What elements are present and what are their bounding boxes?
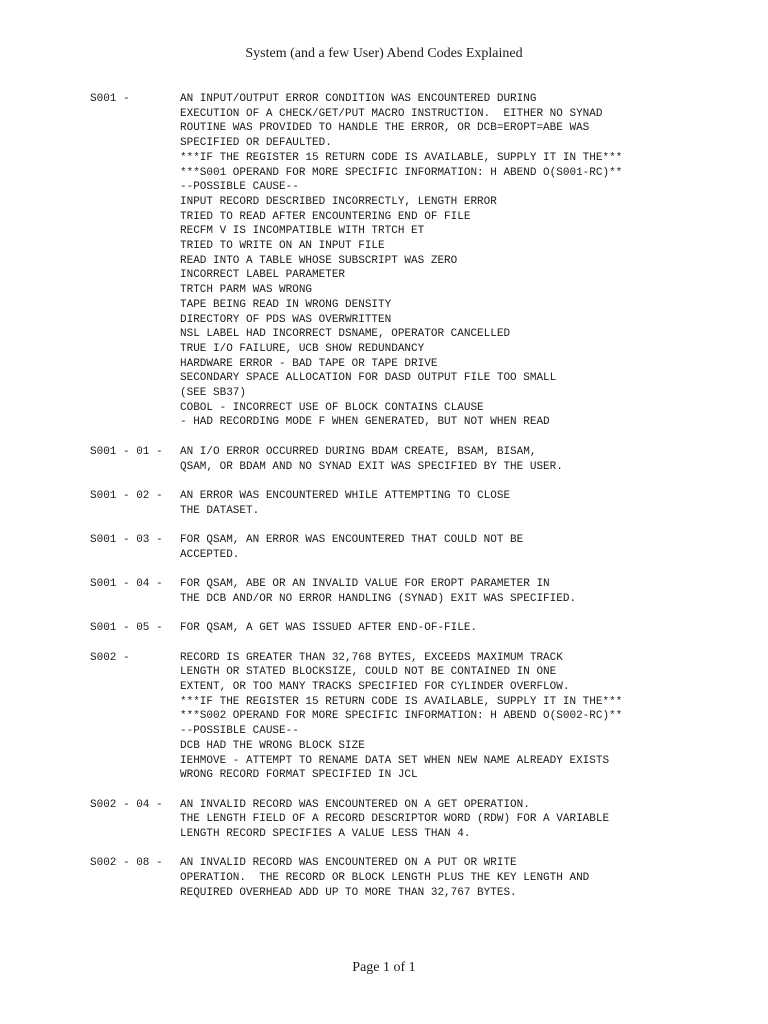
- abend-description: [180, 621, 750, 636]
- abend-entry: [90, 621, 750, 636]
- description-line: THE DATASET.: [180, 504, 260, 517]
- description-line: REQUIRED OVERHEAD ADD UP TO MORE THAN 32,767 BYTES.: [180, 886, 517, 899]
- description-line: TAPE BEING READ IN WRONG DENSITY: [180, 298, 392, 311]
- abend-description: [180, 489, 750, 518]
- description-line: DIRECTORY OF PDS WAS OVERWRITTEN: [180, 313, 392, 326]
- description-line: QSAM, OR BDAM AND NO SYNAD EXIT WAS SPECIFIED BY THE USER.: [180, 460, 563, 473]
- abend-entry: [90, 489, 750, 518]
- description-line: THE DCB AND/OR NO ERROR HANDLING (SYNAD) EXIT WAS SPECIFIED.: [180, 592, 577, 605]
- description-line: AN INVALID RECORD WAS ENCOUNTERED ON A PUT OR WRITE: [180, 857, 517, 870]
- page-title: System (and a few User) Abend Codes Explained: [245, 46, 523, 61]
- abend-description: [180, 856, 750, 900]
- description-line: TRIED TO READ AFTER ENCOUNTERING END OF FILE: [180, 210, 471, 223]
- abend-code: S001 - 01 -: [90, 445, 163, 458]
- abend-entry: [90, 92, 750, 430]
- abend-code: S001 -: [90, 93, 130, 105]
- abend-code: S002 - 04 -: [90, 798, 163, 811]
- abend-entry: [90, 856, 750, 900]
- abend-code: S002 - 08 -: [90, 857, 163, 870]
- description-line: LENGTH RECORD SPECIFIES A VALUE LESS THAN 4.: [180, 828, 471, 841]
- description-line: OPERATION. THE RECORD OR BLOCK LENGTH PLUS THE KEY LENGTH AND: [180, 872, 590, 885]
- abend-code-list: [90, 92, 750, 915]
- description-line: DCB HAD THE WRONG BLOCK SIZE: [180, 739, 365, 752]
- description-line: AN I/O ERROR OCCURRED DURING BDAM CREATE, BSAM, BISAM,: [180, 445, 537, 458]
- description-line: (SEE SB37): [180, 387, 247, 400]
- abend-entry: [90, 533, 750, 562]
- description-line: READ INTO A TABLE WHOSE SUBSCRIPT WAS ZERO: [180, 254, 458, 267]
- abend-entry: [90, 577, 750, 606]
- description-line: IEHMOVE - ATTEMPT TO RENAME DATA SET WHEN NEW NAME ALREADY EXISTS: [180, 754, 610, 767]
- abend-description: [180, 577, 750, 606]
- description-line: FOR QSAM, A GET WAS ISSUED AFTER END-OF-FILE.: [180, 622, 478, 635]
- abend-code: S002 -: [90, 651, 130, 664]
- description-line: ACCEPTED.: [180, 548, 240, 561]
- description-line: ***S002 OPERAND FOR MORE SPECIFIC INFORMATION: H ABEND O(S002-RC)**: [180, 710, 623, 723]
- abend-code: S001 - 02 -: [90, 489, 163, 502]
- description-line: TRUE I/O FAILURE, UCB SHOW REDUNDANCY: [180, 342, 425, 355]
- description-line: EXTENT, OR TOO MANY TRACKS SPECIFIED FOR CYLINDER OVERFLOW.: [180, 681, 570, 694]
- description-line: EXECUTION OF A CHECK/GET/PUT MACRO INSTRUCTION. EITHER NO SYNAD: [180, 107, 603, 120]
- abend-description: [180, 798, 750, 842]
- description-line: ***S001 OPERAND FOR MORE SPECIFIC INFORMATION: H ABEND O(S001-RC)**: [180, 166, 623, 179]
- abend-code: S001 - 05 -: [90, 622, 163, 635]
- description-line: SECONDARY SPACE ALLOCATION FOR DASD OUTPUT FILE TOO SMALL: [180, 372, 557, 385]
- abend-description: [180, 445, 750, 474]
- description-line: LENGTH OR STATED BLOCKSIZE, COULD NOT BE CONTAINED IN ONE: [180, 666, 557, 679]
- description-line: WRONG RECORD FORMAT SPECIFIED IN JCL: [180, 769, 418, 782]
- description-line: NSL LABEL HAD INCORRECT DSNAME, OPERATOR CANCELLED: [180, 328, 511, 341]
- description-line: ***IF THE REGISTER 15 RETURN CODE IS AVAILABLE, SUPPLY IT IN THE***: [180, 695, 623, 708]
- description-line: INCORRECT LABEL PARAMETER: [180, 269, 346, 282]
- abend-entry: [90, 798, 750, 842]
- description-line: TRIED TO WRITE ON AN INPUT FILE: [180, 240, 385, 253]
- description-line: FOR QSAM, AN ERROR WAS ENCOUNTERED THAT COULD NOT BE: [180, 534, 524, 547]
- description-line: ***IF THE REGISTER 15 RETURN CODE IS AVAILABLE, SUPPLY IT IN THE***: [180, 151, 623, 164]
- description-line: INPUT RECORD DESCRIBED INCORRECTLY, LENGTH ERROR: [180, 195, 497, 208]
- description-line: THE LENGTH FIELD OF A RECORD DESCRIPTOR WORD (RDW) FOR A VARIABLE: [180, 813, 610, 826]
- description-line: FOR QSAM, ABE OR AN INVALID VALUE FOR EROPT PARAMETER IN: [180, 578, 550, 591]
- description-line: RECFM V IS INCOMPATIBLE WITH TRTCH ET: [180, 225, 425, 238]
- description-line: SPECIFIED OR DEFAULTED.: [180, 137, 332, 150]
- description-line: --POSSIBLE CAUSE--: [180, 725, 299, 738]
- description-line: AN INPUT/OUTPUT ERROR CONDITION WAS ENCOUNTERED DURING: [180, 93, 537, 105]
- page-number: Page 1 of 1: [352, 960, 416, 975]
- description-line: COBOL - INCORRECT USE OF BLOCK CONTAINS CLAUSE: [180, 401, 484, 414]
- description-line: RECORD IS GREATER THAN 32,768 BYTES, EXCEEDS MAXIMUM TRACK: [180, 651, 563, 664]
- description-line: HARDWARE ERROR - BAD TAPE OR TAPE DRIVE: [180, 357, 438, 370]
- description-line: AN INVALID RECORD WAS ENCOUNTERED ON A GET OPERATION.: [180, 798, 530, 811]
- description-line: - HAD RECORDING MODE F WHEN GENERATED, BUT NOT WHEN READ: [180, 416, 550, 429]
- description-line: TRTCH PARM WAS WRONG: [180, 284, 313, 297]
- abend-entry: [90, 651, 750, 783]
- description-line: AN ERROR WAS ENCOUNTERED WHILE ATTEMPTING TO CLOSE: [180, 489, 511, 502]
- abend-code: S001 - 03 -: [90, 534, 163, 547]
- description-line: ROUTINE WAS PROVIDED TO HANDLE THE ERROR, OR DCB=EROPT=ABE WAS: [180, 122, 590, 135]
- abend-code: S001 - 04 -: [90, 578, 163, 591]
- description-line: --POSSIBLE CAUSE--: [180, 181, 299, 194]
- abend-description: [180, 92, 750, 430]
- abend-description: [180, 533, 750, 562]
- abend-entry: [90, 445, 750, 474]
- abend-description: [180, 651, 750, 783]
